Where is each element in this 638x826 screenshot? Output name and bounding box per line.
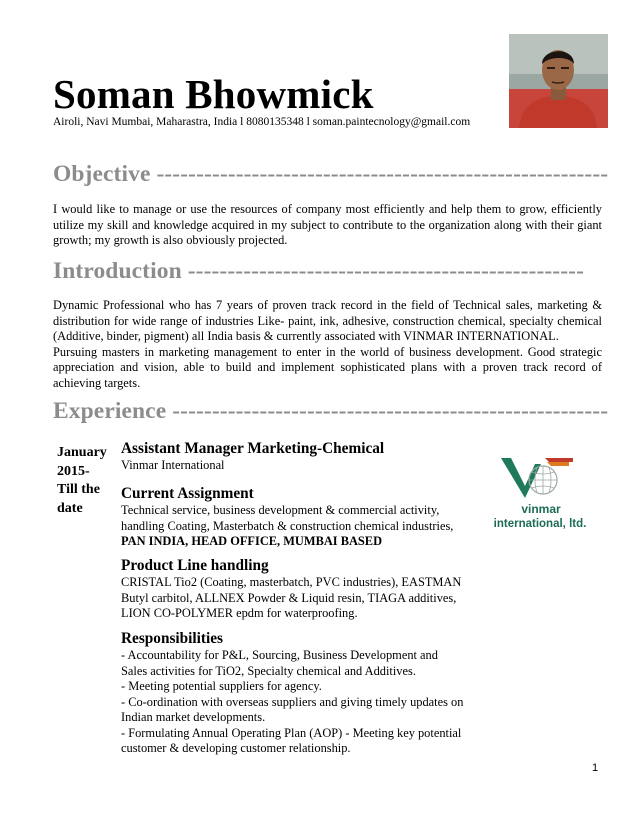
- introduction-line: appreciation and vision, able to build and implement sophisticated plans with a proven track record of: [53, 360, 602, 375]
- current-assignment-heading: Current Assignment: [121, 485, 254, 502]
- experience-heading: Experience -------------------------------------------------------: [53, 398, 609, 424]
- page-number: 1: [592, 762, 599, 774]
- responsibilities: [121, 630, 491, 757]
- assignment-line: Technical service, business development & commercial activity,: [121, 503, 440, 517]
- introduction-text: [53, 298, 602, 392]
- product-line-text: LION CO-POLYMER epdm for waterproofing.: [121, 606, 358, 620]
- introduction-line: distribution for wide range of industries Like- paint, ink, adhesive, construction chemical, specialty chemical: [53, 313, 602, 328]
- product-line: [121, 557, 491, 622]
- candidate-name: Soman Bhowmick: [53, 71, 374, 117]
- responsibilities-heading: Responsibilities: [121, 630, 223, 647]
- introduction-heading: Introduction --------------------------------------------------: [53, 258, 584, 284]
- introduction-line: (Additive, binder, pigment) all India basis & currently associated with VINMAR INTERNATIONAL.: [53, 329, 559, 344]
- objective-line: growth; my growth is also obviously projected.: [53, 233, 288, 248]
- logo-text-vinmar: vinmar: [521, 502, 561, 516]
- contact-line: Airoli, Navi Mumbai, Maharastra, India l 8080135348 l soman.paintecnology@gmail.com: [53, 116, 471, 128]
- job-block: [121, 440, 491, 474]
- date-line: date: [57, 500, 83, 516]
- profile-photo: [509, 34, 608, 128]
- product-line-text: Butyl carbitol, ALLNEX Powder & Liquid resin, TIAGA additives,: [121, 590, 457, 605]
- responsibility-line: Indian market developments.: [121, 710, 266, 724]
- product-line-text: CRISTAL Tio2 (Coating, masterbatch, PVC industries), EASTMAN: [121, 575, 462, 589]
- objective-line: utilize my skill and knowledge acquired in my subject to contribute to the organization along with their giant: [53, 217, 602, 232]
- objective-heading: Objective ---------------------------------------------------------: [53, 161, 609, 187]
- objective-line: I would like to manage or use the resources of company most efficiently and help them to grow, efficiently: [53, 202, 602, 216]
- introduction-line: Pursuing masters in marketing management to enter in the world of business development. Good strategic: [53, 344, 602, 359]
- responsibility-line: customer & developing customer relationship.: [121, 741, 351, 755]
- experience-date: [57, 444, 115, 518]
- logo-text-international: international, ltd.: [493, 518, 587, 530]
- date-line: Till the: [57, 482, 100, 497]
- assignment-line: handling Coating, Masterbatch & construction chemical industries,: [121, 518, 454, 533]
- vinmar-logo: [485, 454, 595, 534]
- assignment-location: PAN INDIA, HEAD OFFICE, MUMBAI BASED: [121, 534, 383, 548]
- date-line: 2015-: [57, 463, 90, 479]
- date-line: January: [57, 445, 107, 460]
- introduction-line: Dynamic Professional who has 7 years of proven track record in the field of Technical sales, marketing &: [53, 298, 602, 312]
- responsibility-line: - Formulating Annual Operating Plan (AOP) - Meeting key potential: [121, 725, 462, 740]
- current-assignment: [121, 485, 491, 550]
- responsibility-line: - Meeting potential suppliers for agency.: [121, 679, 322, 693]
- job-title: Assistant Manager Marketing-Chemical: [121, 440, 385, 457]
- responsibility-line: - Accountability for P&L, Sourcing, Business Development and: [121, 648, 438, 662]
- product-line-heading: Product Line handling: [121, 557, 269, 574]
- introduction-line: achieving targets.: [53, 375, 141, 390]
- company-name: Vinmar International: [121, 458, 225, 472]
- responsibility-line: - Co-ordination with overseas suppliers and giving timely updates on: [121, 694, 464, 709]
- responsibility-line: Sales activities for TiO2, Specialty chemical and Additives.: [121, 663, 416, 678]
- objective-text: [53, 202, 602, 249]
